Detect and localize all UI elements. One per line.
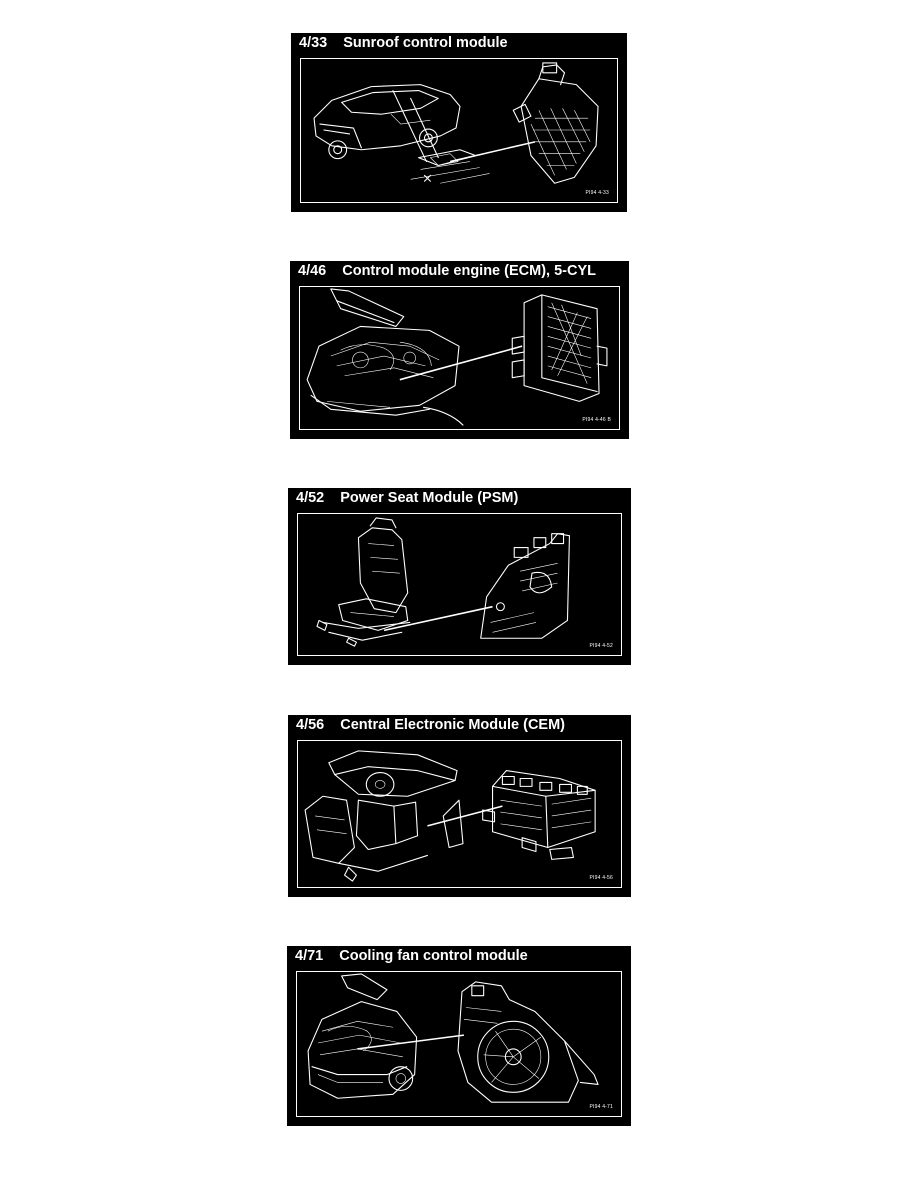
illustration-reference: PI94 4-52 [589, 643, 613, 649]
illustration-frame [300, 58, 618, 203]
psm-illustration [298, 514, 621, 655]
illustration-reference: PI94 4-33 [585, 190, 609, 196]
figure-title [296, 490, 518, 506]
figure-caption: Sunroof control module [343, 35, 508, 51]
figure-title [299, 35, 508, 51]
figure-central-electronic-module [288, 715, 631, 897]
figure-code: 4/71 [295, 948, 324, 964]
figure-code: 4/33 [299, 35, 328, 51]
ecm-illustration [300, 287, 619, 429]
cooling-fan-illustration [297, 972, 621, 1116]
figure-cooling-fan-control-module [287, 946, 631, 1126]
figure-sunroof-control-module [291, 33, 627, 212]
figure-code: 4/46 [298, 263, 327, 279]
figure-engine-control-module [290, 261, 629, 439]
illustration-frame [297, 513, 622, 656]
illustration-reference: PI94 4-71 [589, 1104, 613, 1110]
cem-illustration [298, 741, 621, 887]
illustration-reference: PI94 4-46 B [582, 417, 611, 423]
figure-title [295, 948, 528, 964]
illustration-frame [296, 971, 622, 1117]
figure-code: 4/56 [296, 717, 325, 733]
figure-title [296, 717, 565, 733]
figure-caption: Central Electronic Module (CEM) [340, 717, 566, 733]
illustration-frame [297, 740, 622, 888]
figure-power-seat-module [288, 488, 631, 665]
figure-title [298, 263, 596, 279]
figure-caption: Power Seat Module (PSM) [340, 490, 519, 506]
sunroof-illustration [301, 59, 617, 202]
figure-caption: Control module engine (ECM), 5-CYL [342, 263, 596, 279]
figure-caption: Cooling fan control module [339, 948, 528, 964]
illustration-reference: PI94 4-56 [589, 875, 613, 881]
illustration-frame [299, 286, 620, 430]
figure-code: 4/52 [296, 490, 325, 506]
